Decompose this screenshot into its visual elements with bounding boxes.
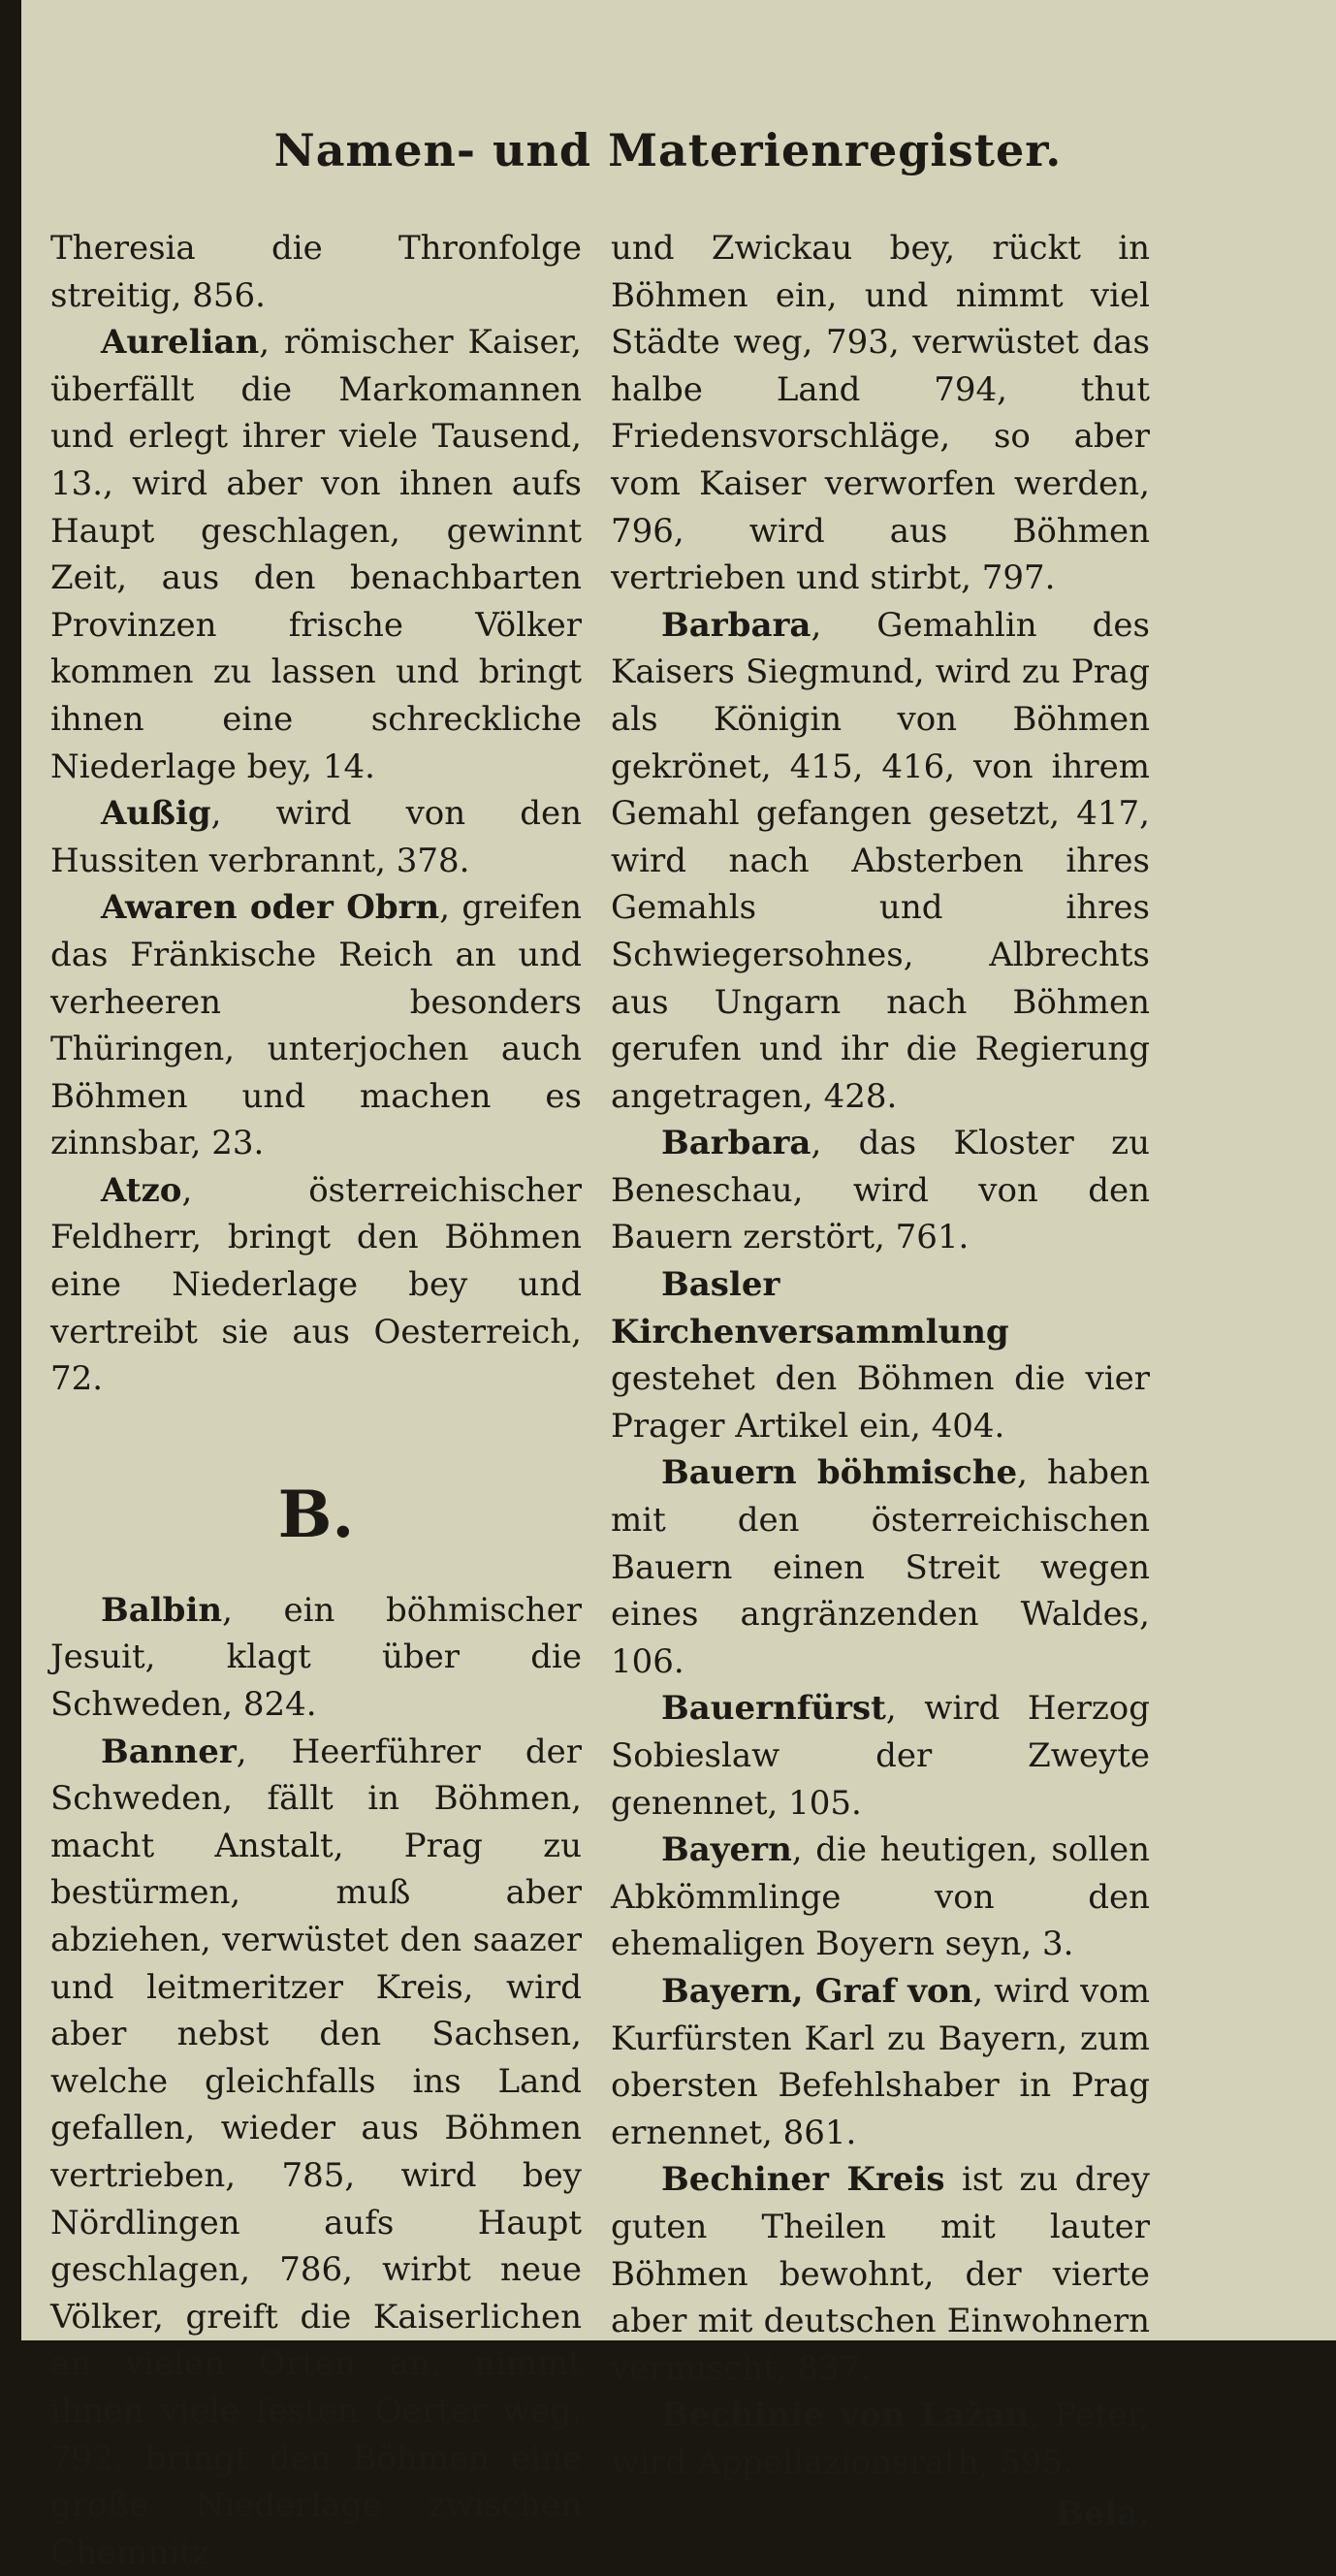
entry-lemma: Bechinie von Lažan	[661, 2396, 1030, 2435]
entry-text: , die heutigen, sollen Abkömmlinge von den ehemaligen Boyern seyn, 3.	[611, 1830, 1150, 1964]
entry-lemma: Bechiner Kreis	[661, 2160, 945, 2200]
register-entry	[611, 1685, 1150, 1827]
entry-lemma: Aurelian	[101, 323, 260, 363]
entry-lemma: Banner	[101, 1732, 237, 1771]
register-entry	[611, 1120, 1150, 1261]
entry-lemma: Bayern, Graf von	[661, 1971, 973, 2011]
entry-text: , greifen das Fränkische Reich an und verheeren besonders Thüringen, unterjochen auch Böhmen und machen es zinnsbar, 23.	[50, 888, 582, 1163]
entry-text: , wird von den Hussiten verbrannt, 378.	[50, 794, 582, 880]
register-entry	[50, 1167, 582, 1403]
entry-lemma: Balbin	[101, 1590, 223, 1630]
entry-lemma: Barbara	[661, 605, 811, 645]
entry-text: , das Kloster zu Beneschau, wird von den Bauern zerstört, 761.	[611, 1124, 1150, 1257]
register-entry	[50, 1729, 582, 2576]
left-entries-b	[50, 1587, 582, 2576]
register-entry	[611, 1827, 1150, 1968]
entry-text: , Gemahlin des Kaisers Siegmund, wird zu Prag als Königin von Böhmen gekrönet, 415, 416, von ihrem Gemahl gefangen gesetzt, 417, wird nach Absterben ihres Gemahls und ihres Schwiegersohnes, Albrechts aus Ungarn nach Böhmen gerufen und ihr die Regierung angetragen, 428.	[611, 605, 1150, 1116]
entry-text: , wird vom Kurfürsten Karl zu Bayern, zum obersten Befehlshaber in Prag ernennet, 861.	[611, 1971, 1150, 2152]
register-entry	[50, 225, 582, 319]
register-entry	[50, 319, 582, 790]
entry-text: , österreichischer Feldherr, bringt den Böhmen eine Niederlage bey und vertreibt sie aus Oesterreich, 72.	[50, 1170, 582, 1399]
register-entry	[50, 884, 582, 1167]
entry-lemma: Barbara	[661, 1124, 811, 1163]
right-column	[611, 225, 1150, 2537]
entry-lemma: Basler Kirchenversammlung	[611, 1265, 1009, 1352]
right-entries	[611, 225, 1150, 2487]
entry-text: , Peter, wird Appellazionsrath, 595.	[611, 2396, 1150, 2482]
register-entry	[611, 602, 1150, 1121]
entry-text: , ein böhmischer Jesuit, klagt über die Schweden, 824.	[50, 1590, 582, 1725]
entry-lemma: Bayern	[661, 1830, 792, 1870]
register-entry	[611, 1968, 1150, 2156]
register-entry	[611, 2156, 1150, 2392]
entry-lemma: Außig	[101, 794, 211, 834]
left-column	[50, 225, 582, 2576]
register-entry	[611, 225, 1150, 602]
register-entry	[611, 1449, 1150, 1685]
register-entry	[611, 1261, 1150, 1449]
section-letter-b: B.	[277, 1476, 355, 1552]
entry-text: Theresia die Thronfolge streitig, 856.	[50, 229, 582, 315]
entry-lemma: Atzo	[101, 1170, 182, 1210]
entry-lemma: Awaren oder Obrn	[101, 888, 440, 928]
entry-text: und Zwickau bey, rückt in Böhmen ein, und nimmt viel Städte weg, 793, verwüstet das halbe Land 794, thut Friedensvorschläge, so aber vom Kaiser verworfen werden, 796, wird aus Böhmen vertrieben und stirbt, 797.	[611, 229, 1150, 598]
page-heading: Namen- und Materienregister.	[273, 124, 1063, 176]
left-entries	[50, 225, 582, 1403]
register-entry	[50, 1587, 582, 1729]
entry-lemma: Bauern böhmische	[661, 1453, 1018, 1493]
entry-text: , römischer Kaiser, überfällt die Markomannen und erlegt ihrer viele Tausend, 13., wird aber von ihnen aufs Haupt geschlagen, gewinnt Zeit, aus den benachbarten Provinzen frische Völker kommen zu lassen und bringt ihnen eine schreckliche Niederlage bey, 14.	[50, 323, 582, 786]
entry-text: , wird Herzog Sobieslaw der Zweyte genennet, 105.	[611, 1689, 1150, 1823]
entry-lemma: Bauernfürst	[661, 1689, 886, 1729]
catchword: Bela,	[1055, 2494, 1150, 2533]
entry-text: ist zu drey guten Theilen mit lauter Böhmen bewohnt, der vierte aber mit deutschen Einwohnern vermischt, 837.	[611, 2160, 1150, 2388]
register-entry	[50, 790, 582, 884]
register-entry	[611, 2392, 1150, 2486]
entry-text: gestehet den Böhmen die vier Prager Artikel ein, 404.	[611, 1359, 1150, 1446]
entry-text: , Heerführer der Schweden, fällt in Böhmen, macht Anstalt, Prag zu bestürmen, muß aber abziehen, verwüstet den saazer und leitmeritzer Kreis, wird aber nebst den Sachsen, welche gleichfalls ins Land gefallen, wieder aus Böhmen vertrieben, 785, wird bey Nördlingen aufs Haupt geschlagen, 786, wirbt neue Völker, greift die Kaiserlichen an vielen Orten an, nimmt ihnen viele festen Oerter weg, 792, bringt den Böhmen eine große Niederlage zwischen Chemnitz	[50, 1732, 582, 2572]
entry-text: , haben mit den österreichischen Bauern einen Streit wegen eines angränzenden Waldes, 106.	[611, 1453, 1150, 1681]
